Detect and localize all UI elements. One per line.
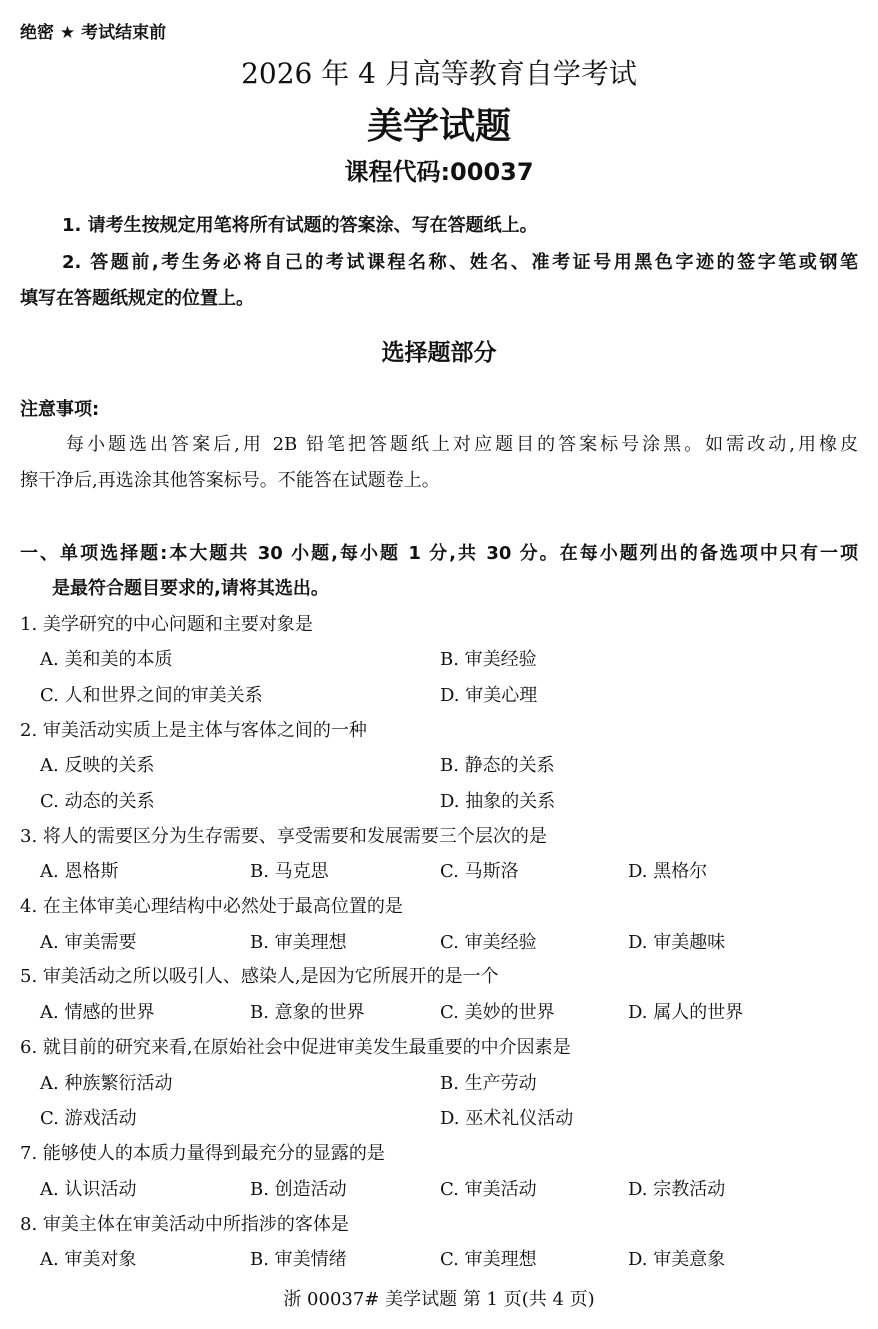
- option-d: D. 审美趣味: [628, 932, 726, 953]
- option-a: A. 反映的关系: [40, 755, 155, 776]
- subject-title: 美学试题: [366, 106, 511, 147]
- option-a: A. 认识活动: [40, 1179, 137, 1200]
- notice-line-2: 擦干净后,再选涂其他答案标号。不能答在试题卷上。: [20, 470, 440, 491]
- option-c: C. 审美理想: [440, 1249, 537, 1270]
- option-b: B. 意象的世界: [250, 1002, 365, 1023]
- page-footer: 浙 00037# 美学试题 第 1 页(共 4 页): [283, 1289, 595, 1310]
- question-stem: 3. 将人的需要区分为生存需要、享受需要和发展需要三个层次的是: [20, 826, 547, 847]
- option-b: B. 审美情绪: [250, 1249, 347, 1270]
- part-title-line-2: 是最符合题目要求的,请将其选出。: [52, 578, 329, 599]
- option-c: C. 人和世界之间的审美关系: [40, 685, 263, 706]
- option-d: D. 属人的世界: [628, 1002, 744, 1023]
- option-c: C. 马斯洛: [440, 861, 519, 882]
- option-a: A. 种族繁衍活动: [40, 1073, 173, 1094]
- option-a: A. 审美对象: [40, 1249, 137, 1270]
- option-c: C. 审美活动: [440, 1179, 537, 1200]
- question-stem: 5. 审美活动之所以吸引人、感染人,是因为它所展开的是一个: [20, 966, 499, 987]
- option-b: B. 审美理想: [250, 932, 347, 953]
- notice-line-1: 每小题选出答案后,用 2B 铅笔把答题纸上对应题目的答案标号涂黑。如需改动,用橡皮: [66, 434, 858, 455]
- confidential-label: 绝密 ★ 考试结束前: [20, 23, 167, 43]
- option-c: C. 动态的关系: [40, 791, 155, 812]
- option-b: B. 静态的关系: [440, 755, 555, 776]
- option-a: A. 美和美的本质: [40, 649, 173, 670]
- option-b: B. 创造活动: [250, 1179, 347, 1200]
- exam-title: 2026 年 4 月高等教育自学考试: [241, 57, 637, 90]
- option-d: D. 巫术礼仪活动: [440, 1108, 574, 1129]
- option-b: B. 生产劳动: [440, 1073, 537, 1094]
- option-a: A. 审美需要: [40, 932, 137, 953]
- option-c: C. 美妙的世界: [440, 1002, 555, 1023]
- question-stem: 7. 能够使人的本质力量得到最充分的显露的是: [20, 1143, 385, 1164]
- instruction-1: 1. 请考生按规定用笔将所有试题的答案涂、写在答题纸上。: [62, 215, 538, 236]
- question-stem: 4. 在主体审美心理结构中必然处于最高位置的是: [20, 896, 403, 917]
- question-stem: 6. 就目前的研究来看,在原始社会中促进审美发生最重要的中介因素是: [20, 1037, 571, 1058]
- question-stem: 8. 审美主体在审美活动中所指涉的客体是: [20, 1214, 349, 1235]
- question-stem: 2. 审美活动实质上是主体与客体之间的一种: [20, 720, 367, 741]
- option-a: A. 情感的世界: [40, 1002, 155, 1023]
- part-title-line-1: 一、单项选择题:本大题共 30 小题,每小题 1 分,共 30 分。在每小题列出的备选项中只有一项: [20, 543, 858, 564]
- section-title: 选择题部分: [381, 340, 497, 366]
- option-d: D. 抽象的关系: [440, 791, 556, 812]
- instruction-2-line-1: 2. 答题前,考生务必将自己的考试课程名称、姓名、准考证号用黑色字迹的签字笔或钢笔: [62, 252, 858, 273]
- option-b: B. 马克思: [250, 861, 329, 882]
- option-d: D. 审美心理: [440, 685, 538, 706]
- option-c: C. 游戏活动: [40, 1108, 137, 1129]
- option-c: C. 审美经验: [440, 932, 537, 953]
- notice-label: 注意事项:: [20, 399, 100, 420]
- course-code: 课程代码:00037: [344, 158, 534, 186]
- question-stem: 1. 美学研究的中心问题和主要对象是: [20, 614, 313, 635]
- option-b: B. 审美经验: [440, 649, 537, 670]
- option-a: A. 恩格斯: [40, 861, 119, 882]
- instruction-2-line-2: 填写在答题纸规定的位置上。: [20, 288, 254, 309]
- option-d: D. 黑格尔: [628, 861, 708, 882]
- option-d: D. 宗教活动: [628, 1179, 726, 1200]
- option-d: D. 审美意象: [628, 1249, 726, 1270]
